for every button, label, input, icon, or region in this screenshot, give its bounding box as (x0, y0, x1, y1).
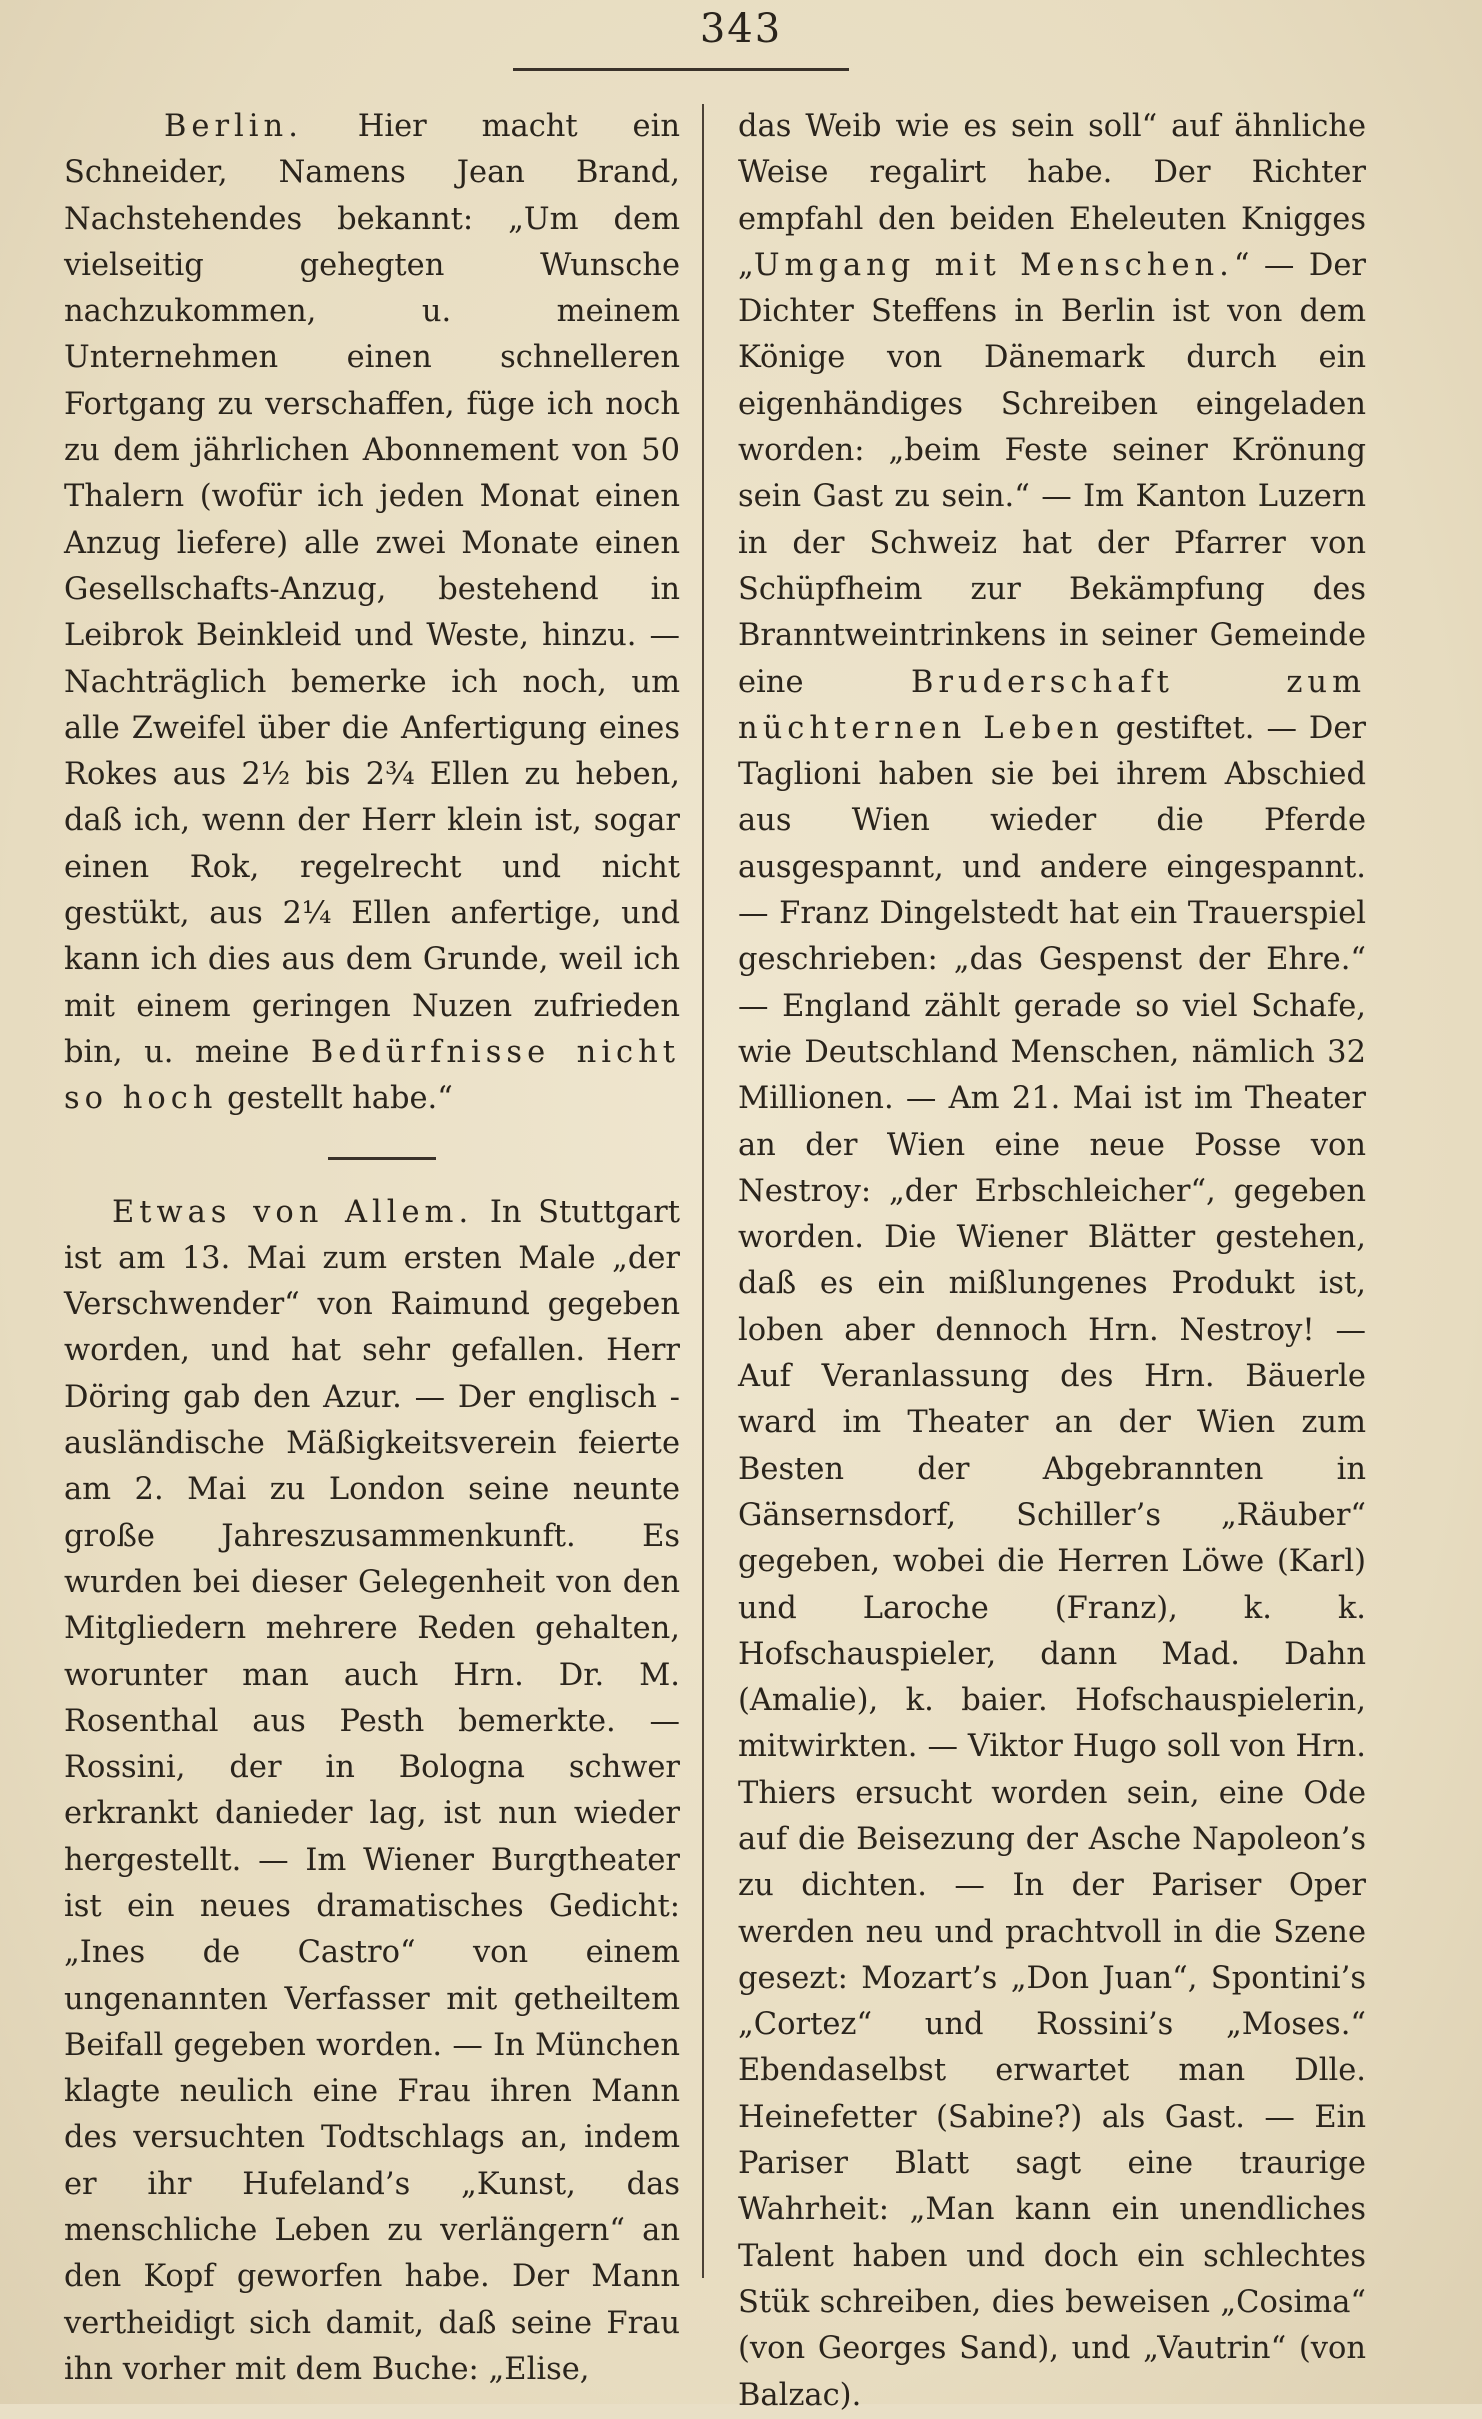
berlin-tail: gestellt habe.“ (217, 1081, 453, 1117)
section-divider (328, 1157, 436, 1160)
right-text-c: gestiftet. — Der Taglioni haben sie bei ihrem Abschied aus Wien wieder die Pferde ausgespannt, und andere eingespannt. — Franz Dingelstedt hat ein Trauerspiel geschrieben: „das Gespenst der Ehre.“ — England zählt gerade so viel Schafe, wie Deutschland Menschen, nämlich 32 Millionen. — Am 21. Mai ist im Theater an der Wien eine neue Posse von Nestroy: „der Erbschleicher“, gegeben worden. Die Wiener Blätter gestehen, daß es ein mißlungenes Produkt ist, loben aber dennoch Hrn. Nestroy! — Auf Veranlassung des Hrn. Bäuerle ward im Theater an der Wien zum Besten der Abgebrannten in Gänsernsdorf, Schiller’s „Räuber“ gegeben, wobei die Herren Löwe (Karl) und Laroche (Franz), k. k. Hofschauspieler, dann Mad. Dahn (Amalie), k. baier. Hofschauspielerin, mitwirkten. — Viktor Hugo soll von Hrn. Thiers ersucht worden sein, eine Ode auf die Beisezung der Asche Napoleon’s zu dichten. — In der Pariser Oper werden neu und prachtvoll in die Szene gesezt: Mozart’s „Don Juan“, Spontini’s „Cortez“ und Rossini’s „Moses.“ Ebendaselbst erwartet man Dlle. Heinefetter (Sabine?) als Gast. — Ein Pariser Blatt sagt eine traurige Wahrheit: „Man kann ein unendliches Talent haben und doch ein schlechtes Stük schreiben, dies beweisen „Cosima“ (von Georges Sand), und „Vautrin“ (von Balzac). (738, 710, 1367, 2413)
right-column (702, 104, 1366, 2419)
header-rule (513, 68, 849, 71)
right-paragraph (702, 104, 1366, 2419)
left-column (64, 104, 680, 2393)
right-text-b: “ — Der Dichter Steffens in Berlin ist von dem Könige von Dänemark durch ein eigenhändiges Schreiben eingeladen worden: „beim Feste seiner Krönung sein Gast zu sein.“ — Im Kanton Luzern in der Schweiz hat der Pfarrer von Schüpfheim zur Bekämpfung des Branntweintrinkens in seiner Gemeinde eine (738, 247, 1366, 700)
right-spaced-a: Umgang mit Menschen. (753, 247, 1234, 283)
allem-heading: Etwas von Allem. (112, 1194, 474, 1230)
page-number: 343 (699, 6, 783, 52)
right-spaced-b: Bruderschaft zum nüchternen Leben (738, 664, 1366, 746)
allem-paragraph (64, 1190, 680, 2394)
right-text-a: das Weib wie es sein soll“ auf ähnliche Weise regalirt habe. Der Richter empfahl den beiden Eheleuten Knigges „ (738, 109, 1366, 283)
berlin-spaced-text: Bedürfnisse nicht so hoch (64, 1034, 681, 1117)
allem-text: In Stuttgart ist am 13. Mai zum ersten Male „der Verschwender“ von Raimund gegeben worden, und hat sehr gefallen. Herr Döring gab den Azur. — Der englisch - ausländische Mäßigkeitsverein feierte am 2. Mai zu London seine neunte große Jahreszusammenkunft. Es wurden bei dieser Gelegenheit von den Mitgliedern mehrere Reden gehalten, worunter man auch Hrn. Dr. M. Rosenthal aus Pesth bemerkte. — Rossini, der in Bologna schwer erkrankt danieder lag, ist nun wieder hergestellt. — Im Wiener Burgtheater ist ein neues dramatisches Gedicht: „Ines de Castro“ von einem ungenannten Verfasser mit getheiltem Beifall gegeben worden. — In München klagte neulich eine Frau ihren Mann des versuchten Todtschlags an, indem er ihr Hufeland’s „Kunst, das menschliche Leben zu verlängern“ an den Kopf geworfen habe. Der Mann vertheidigt sich damit, daß seine Frau ihn vorher mit dem Buche: „Elise, (64, 1194, 680, 2387)
berlin-text: Hier macht ein Schneider, Namens Jean Brand, Nachstehendes bekannt: „Um dem vielseitig gehegten Wunsche nachzukommen, u. meinem Unternehmen einen schnelleren Fortgang zu verschaffen, füge ich noch zu dem jährlichen Abonnement von 50 Thalern (wofür ich jeden Monat einen Anzug liefere) alle zwei Monate einen Gesellschafts-Anzug, bestehend in Leibrok Beinkleid und Weste, hinzu. — Nachträglich bemerke ich noch, um alle Zweifel über die Anfertigung eines Rokes aus 2½ bis 2¾ Ellen zu heben, daß ich, wenn der Herr klein ist, sogar einen Rok, regelrecht und nicht gestükt, aus 2¼ Ellen anfertige, und kann ich dies aus dem Grunde, weil ich mit einem geringen Nuzen zufrieden bin, u. meine (64, 109, 680, 1070)
berlin-paragraph (64, 104, 680, 1123)
berlin-place: Berlin. (164, 109, 303, 144)
